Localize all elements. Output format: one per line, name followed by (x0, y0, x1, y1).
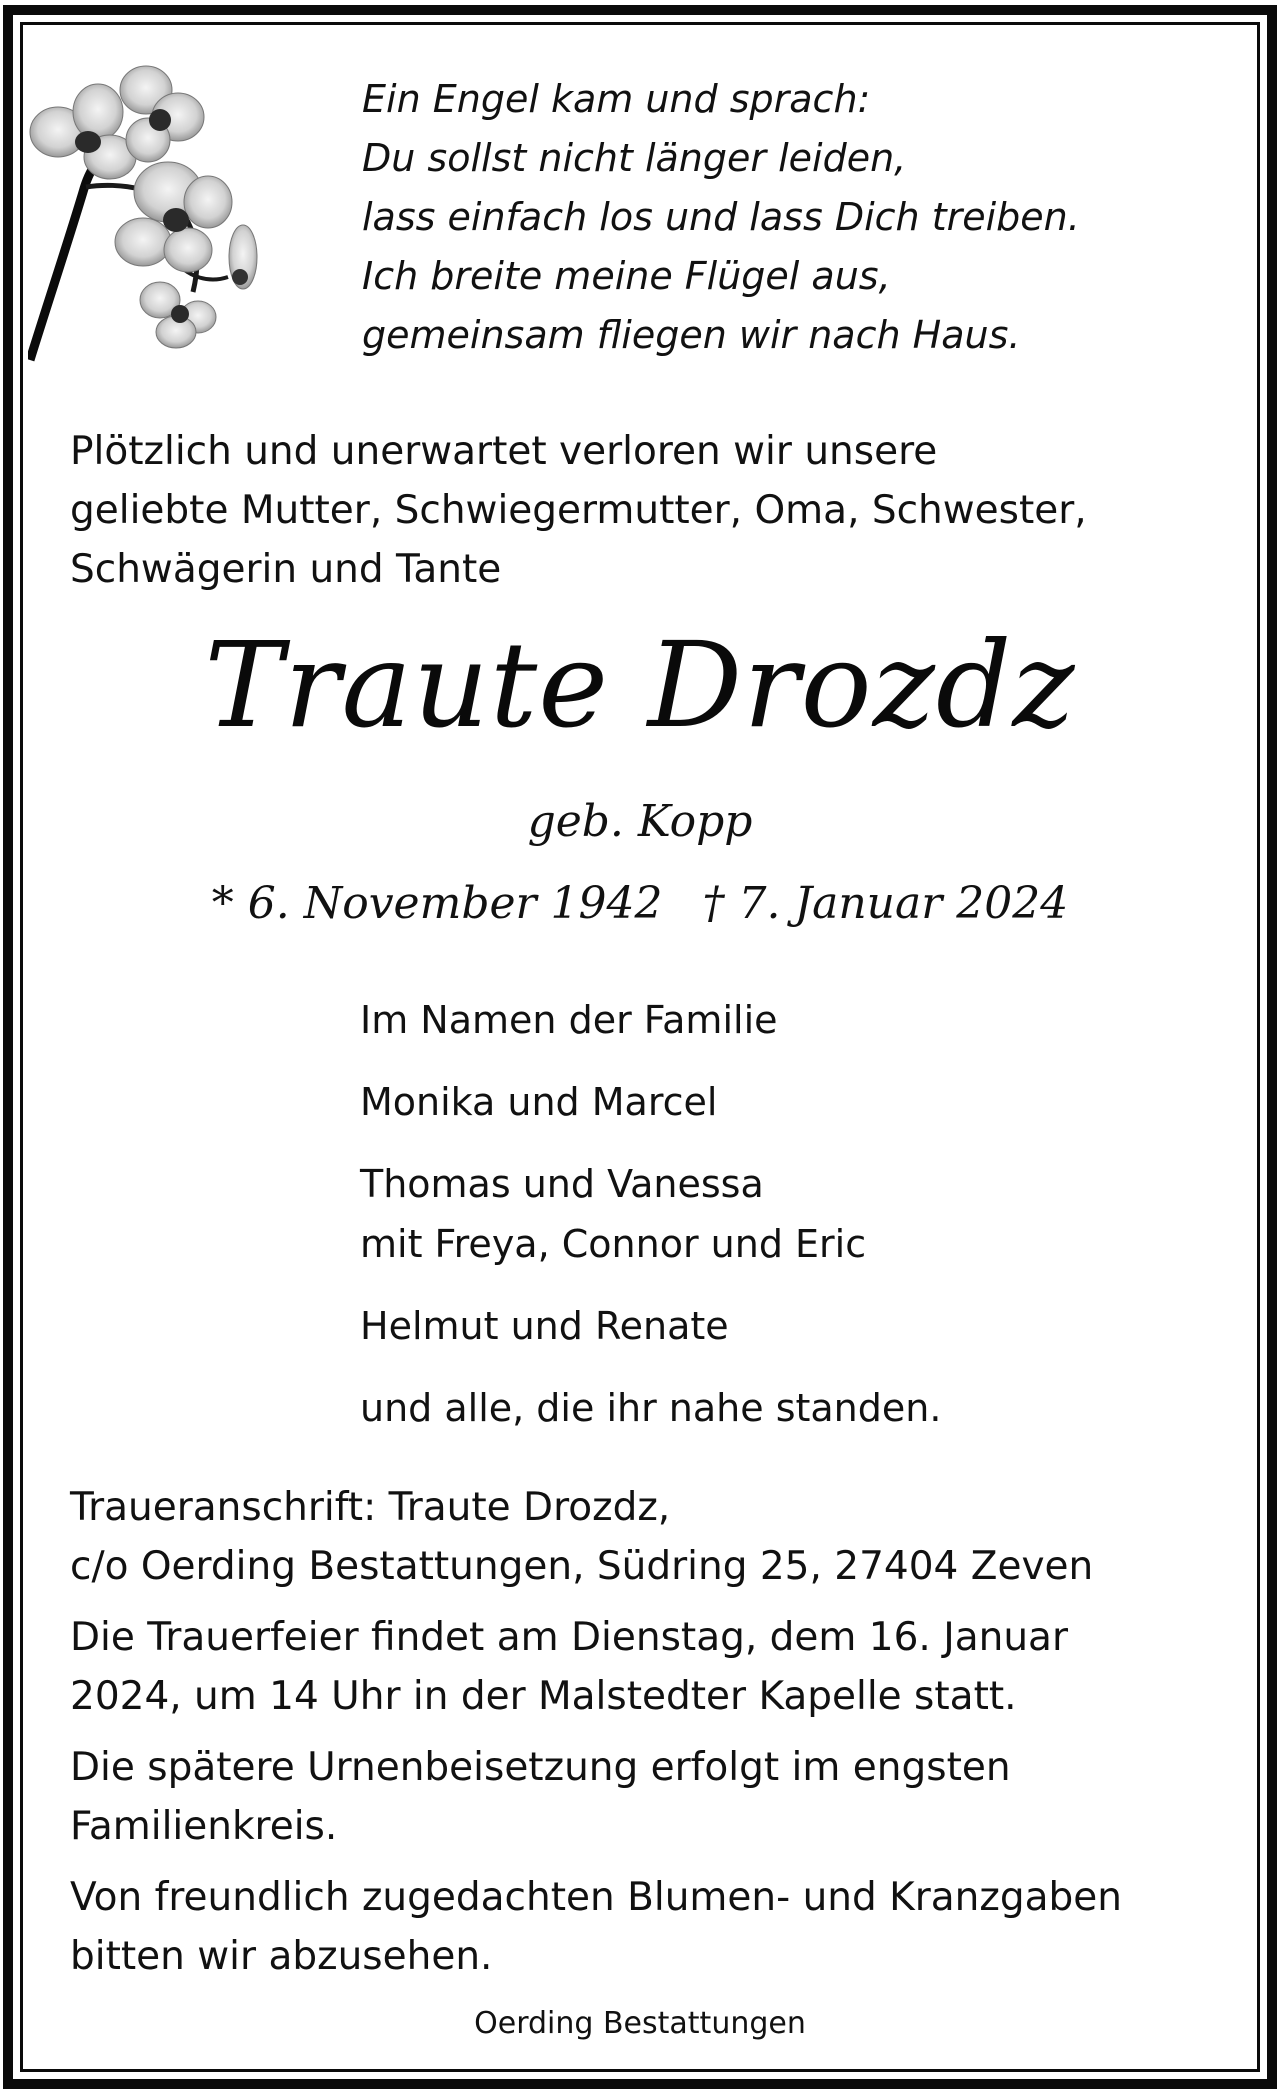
intro-line: Schwägerin und Tante (70, 547, 502, 592)
death-date: † 7. Januar 2024 (702, 878, 1069, 929)
maiden-name: geb. Kopp (527, 796, 753, 847)
family-member-children: mit Freya, Connor und Eric (360, 1222, 867, 1266)
life-dates (0, 872, 1280, 936)
poem-line: Ich breite meine Flügel aus, (362, 254, 891, 298)
poem-line: Ein Engel kam und sprach: (362, 77, 871, 121)
intro-text (70, 422, 1210, 599)
urn-notice (70, 1738, 1230, 1856)
address-line: Traueranschrift: Traute Drozdz, (70, 1485, 671, 1530)
poem (362, 70, 1212, 365)
ceremony-line: Die Trauerfeier findet am Dienstag, dem 16. Januar (70, 1615, 1068, 1660)
family-closing: und alle, die ihr nahe standen. (360, 1386, 942, 1430)
ceremony-line: 2024, um 14 Uhr in der Malstedter Kapelle statt. (70, 1674, 1017, 1719)
birth-date: * 6. November 1942 (211, 878, 663, 929)
deceased-name: Traute Drozdz (204, 616, 1076, 754)
mourning-address (70, 1478, 1230, 1596)
address-line: c/o Oerding Bestattungen, Südring 25, 27404 Zeven (70, 1544, 1094, 1589)
flowers-notice (70, 1868, 1230, 1986)
family-member: Thomas und Vanessa (360, 1162, 764, 1206)
family-member: Helmut und Renate (360, 1304, 729, 1348)
intro-line: Plötzlich und unerwartet verloren wir unsere (70, 429, 938, 474)
urn-line: Die spätere Urnenbeisetzung erfolgt im engsten (70, 1745, 1011, 1790)
ceremony-notice (70, 1608, 1230, 1726)
undertaker-credit: Oerding Bestattungen (474, 2006, 806, 2041)
orchid-icon (28, 62, 278, 362)
poem-line: lass einfach los und lass Dich treiben. (362, 195, 1080, 239)
intro-line: geliebte Mutter, Schwiegermutter, Oma, Schwester, (70, 488, 1087, 533)
flowers-line: Von freundlich zugedachten Blumen- und Kranzgaben (70, 1875, 1122, 1920)
family-heading: Im Namen der Familie (360, 998, 778, 1042)
notice-info (70, 1478, 1230, 1998)
poem-line: Du sollst nicht länger leiden, (362, 136, 907, 180)
urn-line: Familienkreis. (70, 1804, 338, 1849)
family-signatures (360, 990, 1240, 1460)
flowers-line: bitten wir abzusehen. (70, 1934, 493, 1979)
poem-line: gemeinsam fliegen wir nach Haus. (362, 313, 1021, 357)
family-member: Monika und Marcel (360, 1080, 718, 1124)
